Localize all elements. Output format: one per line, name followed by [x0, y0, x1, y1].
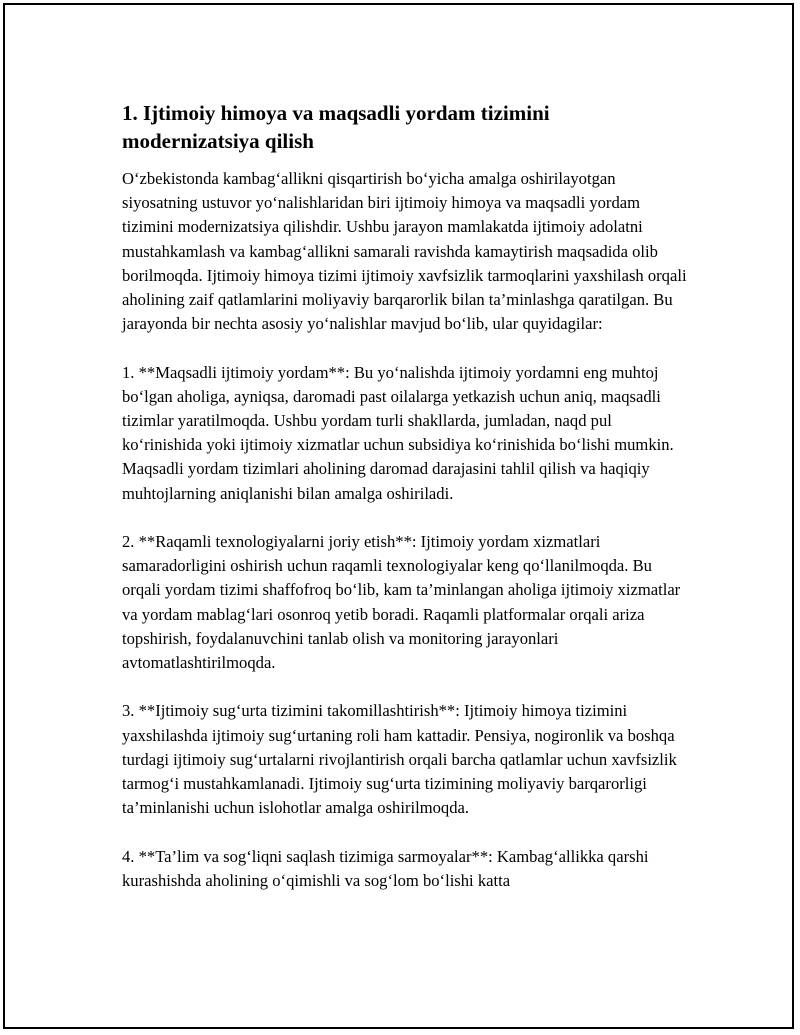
intro-paragraph: O‘zbekistonda kambag‘allikni qisqartirish bo‘yicha amalga oshirilayotgan siyosatning ustuvor yo‘nalishlaridan biri ijtimoiy himoya va maqsadli yordam tizimini modernizatsiya qilishdir. Ushbu jarayon mamlakatda ijtimoiy adolatni mustahkamlash va kambag‘allikni samarali ravishda kamaytirish maqsadida olib borilmoqda. Ijtimoiy himoya tizimi ijtimoiy xavfsizlik tarmoqlarini yaxshilash orqali aholining zaif qatlamlarini moliyaviy barqarorlik bilan ta’minlashga qaratilgan. Bu jarayonda bir nechta asosiy yo‘nalishlar mavjud bo‘lib, ular quyidagilar:: [122, 169, 687, 334]
section-heading: [122, 99, 692, 155]
paragraph-item-3: 3. **Ijtimoiy sug‘urta tizimini takomillashtirish**: Ijtimoiy himoya tizimini yaxshilashda ijtimoiy sug‘urtaning roli ham kattadir. Pensiya, nogironlik va boshqa turdagi ijtimoiy sug‘urtalarni rivojlantirish orqali barcha qatlamlar uchun xavfsizlik tarmog‘i mustahkamlanadi. Ijtimoiy sug‘urta tizimining moliyaviy barqarorligi ta’minlanishi uchun islohotlar amalga oshirilmoqda.: [122, 701, 677, 818]
heading-line-2: modernizatsiya qilish: [122, 129, 314, 153]
document-body: [122, 99, 692, 893]
heading-line-1: 1. Ijtimoiy himoya va maqsadli yordam tizimini: [122, 101, 550, 125]
paragraph-item-4: 4. **Ta’lim va sog‘liqni saqlash tizimiga sarmoyalar**: Kambag‘allikka qarshi kurashishda aholining o‘qimishli va sog‘lom bo‘lishi katta: [122, 846, 649, 890]
page-frame: [3, 3, 794, 1029]
paragraph-item-2: 2. **Raqamli texnologiyalarni joriy etish**: Ijtimoiy yordam xizmatlari samaradorligini oshirish uchun raqamli texnologiyalar keng qo‘llanilmoqda. Bu orqali yordam tizimi shaffofroq bo‘lib, kam ta’minlangan aholiga ijtimoiy xizmatlar va yordam mablag‘lari osonroq yetib boradi. Raqamli platformalar orqali ariza topshirish, foydalanuvchini tanlab olish va monitoring jarayonlari avtomatlashtirilmoqda.: [122, 532, 681, 673]
paragraph-item-1: 1. **Maqsadli ijtimoiy yordam**: Bu yo‘nalishda ijtimoiy yordamni eng muhtoj bo‘lgan aholiga, ayniqsa, daromadi past oilalarga yetkazish uchun aniq, maqsadli tizimlar yaratilmoqda. Ushbu yordam turli shakllarda, jumladan, naqd pul ko‘rinishida yoki ijtimoiy xizmatlar uchun subsidiya ko‘rinishida bo‘lishi mumkin. Maqsadli yordam tizimlari aholining daromad darajasini tahlil qilish va haqiqiy muhtojlarning aniqlanishi bilan amalga oshiriladi.: [122, 362, 674, 503]
